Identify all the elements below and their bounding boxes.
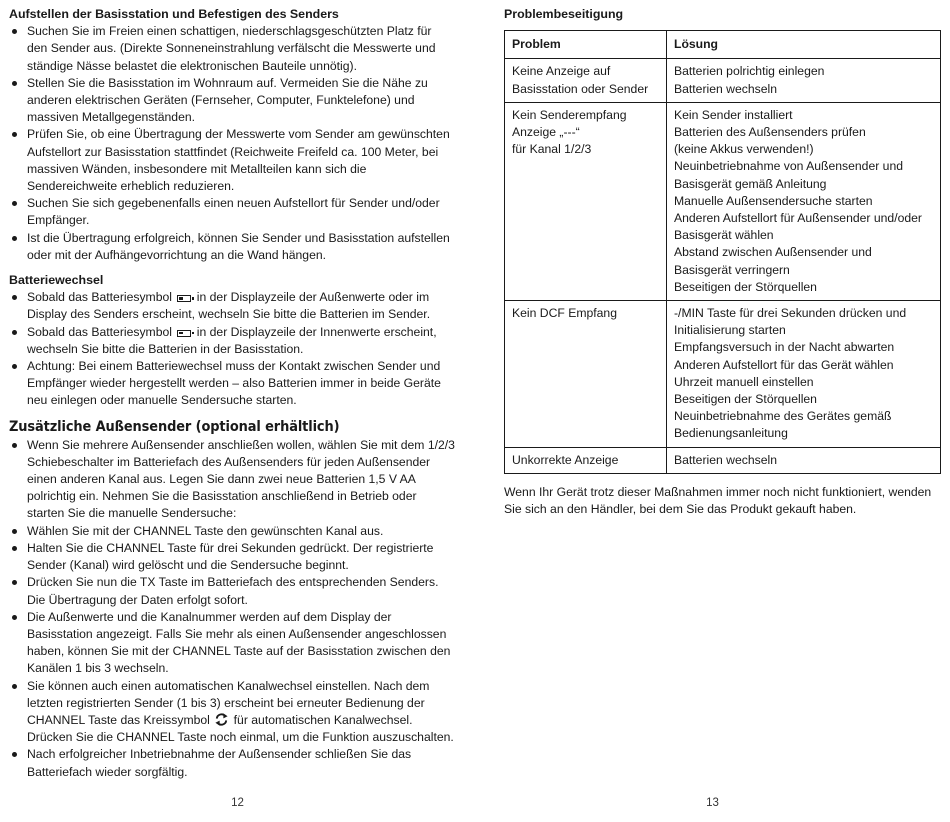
cell-line: Basisstation oder Sender <box>512 81 649 96</box>
list-item: Ist die Übertragung erfolgreich, können Sie Sender und Basisstation aufstellen oder mit der Aufhängevorrichtung an die Wand hängen. <box>9 230 455 264</box>
battery-icon <box>177 295 191 302</box>
cell-line: Manuelle Außensendersuche starten <box>674 193 873 208</box>
cell-line: Anzeige „---“ <box>512 125 580 140</box>
list-item: Halten Sie die CHANNEL Taste für drei Sekunden gedrückt. Der registrierte Sender (Kanal) wird gelöscht und die Sendersuche beginnt. <box>9 540 455 574</box>
extra-senders-list <box>9 437 455 781</box>
cell-line: Batterien wechseln <box>674 81 777 96</box>
troubleshooting-footer-text: Wenn Ihr Gerät trotz dieser Maßnahmen immer noch nicht funktioniert, wenden Sie sich an den Händler, bei dem Sie das Produkt gekauft haben. <box>504 484 932 517</box>
list-item-text: Sobald das Batteriesymbol <box>27 290 172 305</box>
list-item: Suchen Sie sich gegebenenfalls einen neuen Aufstellort für Sender und/oder Empfänger. <box>9 195 455 229</box>
list-item: Achtung: Bei einem Batteriewechsel muss der Kontakt zwischen Sender und Empfänger wieder hergestellt werden – also Batterien immer in beide Geräte neu einlegen oder manuelle Sendersuche starten. <box>9 358 455 410</box>
solution-cell <box>667 102 941 300</box>
column-header-solution: Lösung <box>667 31 941 59</box>
problem-cell <box>505 102 667 300</box>
cell-line: Bedienungsanleitung <box>674 426 788 441</box>
cell-line: für Kanal 1/2/3 <box>512 142 592 157</box>
table-row <box>505 59 941 102</box>
solution-cell <box>667 447 941 473</box>
cell-line: Neuinbetriebnahme von Außensender und <box>674 159 904 174</box>
list-item: Wählen Sie mit der CHANNEL Taste den gewünschten Kanal aus. <box>9 523 455 540</box>
list-item-text: Sobald das Batteriesymbol <box>27 324 172 339</box>
list-item: Wenn Sie mehrere Außensender anschließen wollen, wählen Sie mit dem 1/2/3 Schiebeschalter im Batteriefach des Außensenders für jeden Außensender einen anderen Kanal aus. Legen Sie dann zwei neue Batterien 1,5 V AA polrichtig ein. Nehmen Sie die Basisstation anschließend in Betrieb oder starten Sie die manuelle Sendersuche: <box>9 437 455 523</box>
list-item: Stellen Sie die Basisstation im Wohnraum auf. Vermeiden Sie die Nähe zu anderen elektrischen Geräten (Fernseher, Computer, Funktelefone) und massiven Metallgegenständen. <box>9 75 455 127</box>
table-header-row <box>505 31 941 59</box>
list-item: Nach erfolgreicher Inbetriebnahme der Außensender schließen Sie das Batteriefach wieder sorgfältig. <box>9 746 455 780</box>
solution-cell <box>667 301 941 448</box>
cell-line: Neuinbetriebnahme des Gerätes gemäß <box>674 409 892 424</box>
cell-line: Uhrzeit manuell einstellen <box>674 374 814 389</box>
cell-line: Basisgerät gemäß Anleitung <box>674 176 827 191</box>
list-item: Suchen Sie im Freien einen schattigen, niederschlagsgeschützten Platz für den Sender aus. (Direkte Sonneneinstrahlung verfälscht die Messwerte und ständige Nässe belastet die elektronischen Bauteile unnötig). <box>9 23 455 75</box>
table-row <box>505 301 941 448</box>
list-item: Prüfen Sie, ob eine Übertragung der Messwerte vom Sender am gewünschten Aufstellort zur Basisstation stattfindet (Reichweite Freifeld ca. 100 Meter, bei massiven Wänden, insbesondere mit Metallteilen kann sich die Sendereichweite erheblich reduzieren. <box>9 126 455 195</box>
cell-line: Keine Anzeige auf <box>512 64 611 79</box>
section-heading-battery: Batteriewechsel <box>9 273 104 288</box>
list-item <box>9 324 455 358</box>
cell-line: Basisgerät verringern <box>674 262 790 277</box>
cell-line: Batterien des Außensenders prüfen <box>674 125 866 140</box>
cell-line: Anderen Aufstellort für Außensender und/oder <box>674 211 922 226</box>
column-header-problem: Problem <box>505 31 667 59</box>
cycle-icon <box>214 712 229 727</box>
cell-line: Initialisierung starten <box>674 323 786 338</box>
page-number: 13 <box>706 796 719 809</box>
problem-cell <box>505 447 667 473</box>
list-item <box>9 289 455 323</box>
cell-line: Beseitigen der Störquellen <box>674 392 817 407</box>
cell-line: Kein Senderempfang <box>512 107 627 122</box>
list-item-text: für automatischen Kanalwechsel. Drücken Sie die CHANNEL Taste noch einmal, um die Funktion auszuschalten. <box>27 712 454 745</box>
cell-line: Batterien wechseln <box>674 452 777 467</box>
section-heading-setup: Aufstellen der Basisstation und Befestigen des Senders <box>9 7 339 21</box>
cell-line: Empfangsversuch in der Nacht abwarten <box>674 340 895 355</box>
section-heading-extra-senders: Zusätzliche Außensender (optional erhältlich) <box>9 418 340 435</box>
section-heading-troubleshooting: Problembeseitigung <box>504 7 624 21</box>
list-item: Drücken Sie nun die TX Taste im Batteriefach des entsprechenden Senders. Die Übertragung der Daten erfolgt sofort. <box>9 574 455 608</box>
cell-line: Batterien polrichtig einlegen <box>674 64 825 79</box>
list-item <box>9 678 455 747</box>
cell-line: -/MIN Taste für drei Sekunden drücken und <box>674 306 907 321</box>
battery-list <box>9 289 455 409</box>
list-item-text: Sie können auch einen automatischen Kanalwechsel einstellen. Nach dem letzten registrierten Sender (1 bis 3) erscheint bei erneuter Bedienung der CHANNEL Taste das Kreissymbol <box>27 678 430 727</box>
table-row <box>505 102 941 300</box>
solution-cell <box>667 59 941 102</box>
page-number: 12 <box>231 796 244 809</box>
problem-cell <box>505 301 667 448</box>
right-page <box>475 0 950 822</box>
table-row <box>505 447 941 473</box>
cell-line: Unkorrekte Anzeige <box>512 452 619 467</box>
cell-line: Kein Sender installiert <box>674 107 793 122</box>
troubleshooting-table <box>504 30 941 474</box>
cell-line: Anderen Aufstellort für das Gerät wählen <box>674 357 894 372</box>
cell-line: Abstand zwischen Außensender und <box>674 245 872 260</box>
cell-line: (keine Akkus verwenden!) <box>674 142 814 157</box>
cell-line: Kein DCF Empfang <box>512 306 617 321</box>
cell-line: Basisgerät wählen <box>674 228 774 243</box>
problem-cell <box>505 59 667 102</box>
list-item-text: in der Displayzeile der Innenwerte erscheint, wechseln Sie bitte die Batterien in der Basisstation. <box>27 324 437 356</box>
setup-list <box>9 23 455 264</box>
list-item: Die Außenwerte und die Kanalnummer werden auf dem Display der Basisstation angezeigt. Falls Sie mehr als einen Außensender angeschlossen haben, können Sie mit der CHANNEL Taste auf der Basisstation zwischen den Kanälen 1 bis 3 wechseln. <box>9 609 455 678</box>
battery-icon <box>177 330 191 337</box>
cell-line: Beseitigen der Störquellen <box>674 279 817 294</box>
list-item-text: in der Displayzeile der Außenwerte oder im Display des Senders erscheint, wechseln Sie bitte die Batterien im Sender. <box>27 290 431 322</box>
